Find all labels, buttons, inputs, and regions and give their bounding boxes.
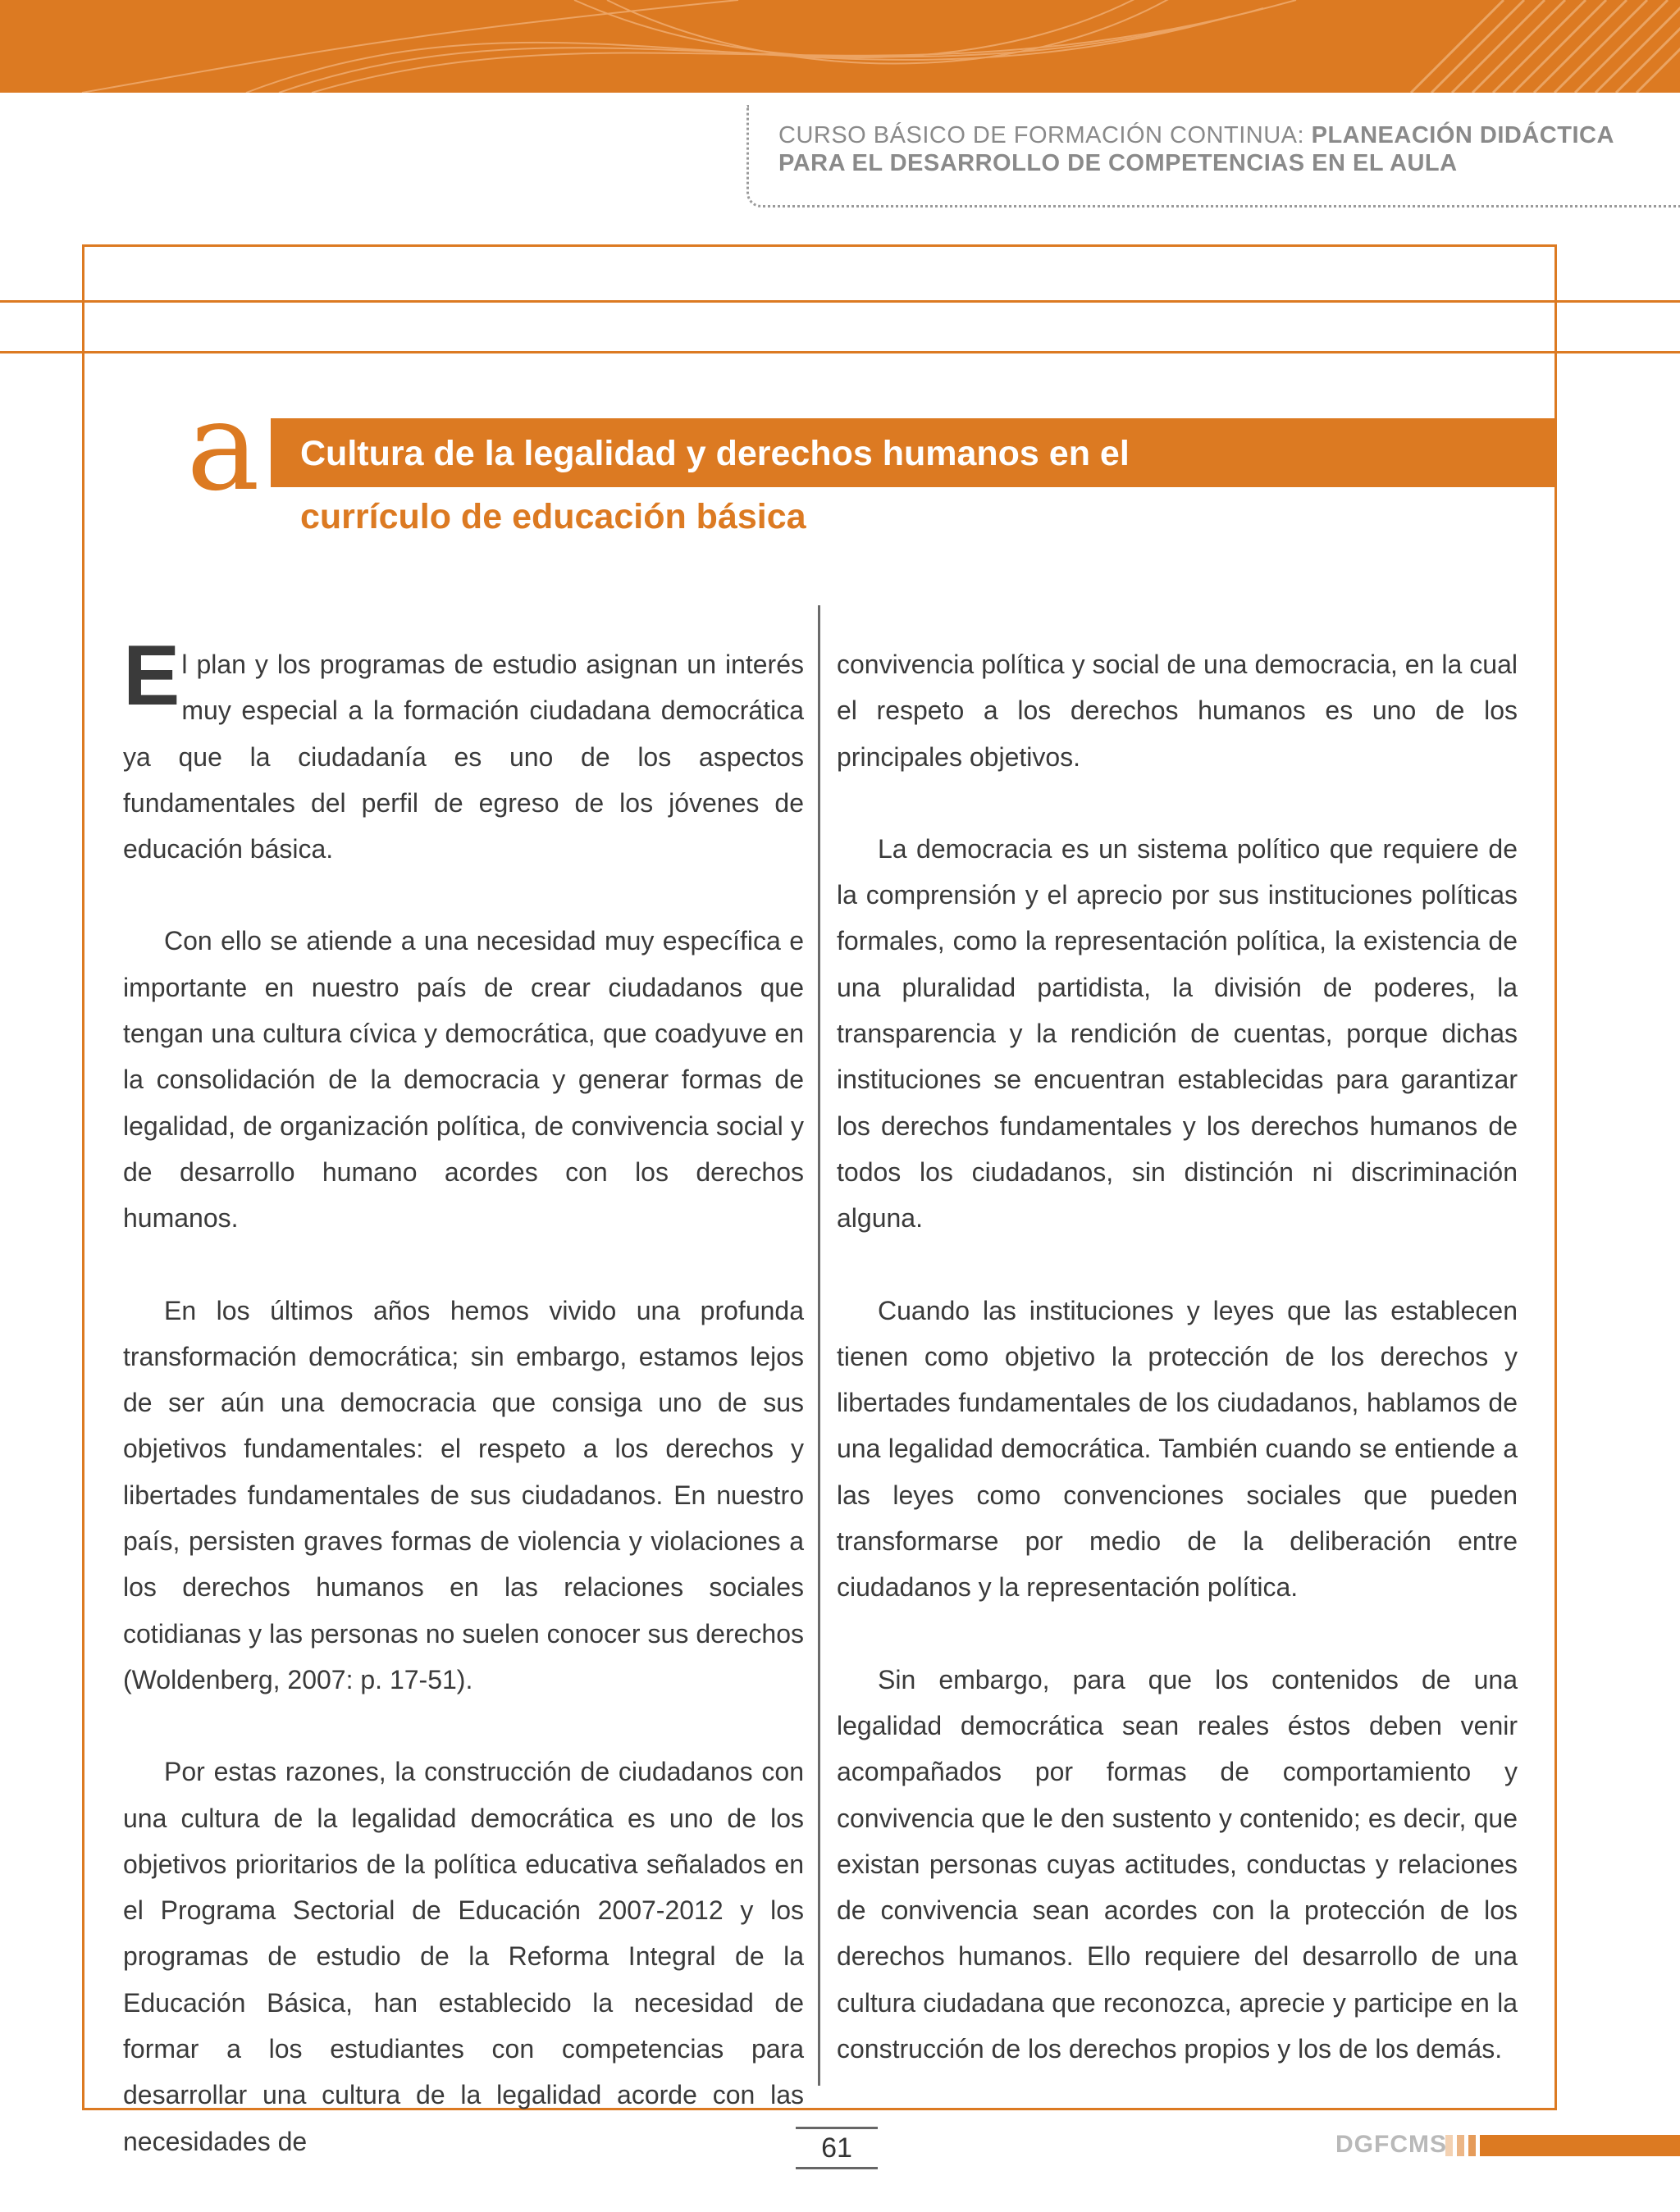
- paragraph: Con ello se atiende a una necesidad muy específica e importante en nuestro país de crear ciudadanos que tengan una cultura cívica y democrática, que coadyuve en la consolidación de la democracia y generar formas de legalidad, de organización política, de convivencia social y de desarrollo humano acordes con los derechos humanos.: [123, 926, 804, 1234]
- brand-strip-decoration: [1486, 2135, 1680, 2156]
- left-column: [123, 628, 804, 2164]
- paragraph: convivencia política y social de una democracia, en la cual el respeto a los derechos humanos es uno de los principales objetivos.: [837, 650, 1518, 772]
- course-title-part-2: PARA EL DESARROLLO DE COMPETENCIAS EN EL AULA: [778, 150, 1458, 176]
- paragraph: Sin embargo, para que los contenidos de una legalidad democrática sean reales éstos deben venir acompañados por formas de comportamiento y convivencia que le den sustento y contenido; es decir, que existan personas cuyas actitudes, conductas y relaciones de convivencia sean acordes con la protección de los derechos humanos. Ello requiere del desarrollo de una cultura ciudadana que reconozca, aprecie y participe en la construcción de los derechos propios y los de los demás.: [837, 1664, 1518, 2064]
- paragraph: La democracia es un sistema político que requiere de la comprensión y el aprecio por sus instituciones políticas formales, como la representación política, la existencia de una pluralidad partidista, la división de poderes, la transparencia y la rendición de cuentas, porque dichas instituciones se encuentran establecidas para garantizar los derechos fundamentales y los derechos humanos de todos los ciudadanos, sin distinción ni discriminación alguna.: [837, 833, 1518, 1234]
- paragraph: Por estas razones, la construcción de ciudadanos con una cultura de la legalidad democrática es uno de los objetivos prioritarios de la política educativa señalados en el Programa Sectorial de Educación 2007-2012 y los programas de estudio de la Reforma Integral de la Educación Básica, han establecido la necesidad de formar a los estudiantes con competencias para desarrollar una cultura de la legalidad acorde con las necesidades de: [123, 1757, 804, 2156]
- right-column: [837, 641, 1518, 2072]
- course-prefix: CURSO BÁSICO DE FORMACIÓN CONTINUA:: [778, 122, 1312, 148]
- paragraph: Cuando las instituciones y leyes que las establecen tienen como objetivo la protección de los derechos y libertades fundamentales de los ciudadanos, hablamos de una legalidad democrática. También cuando se entiende a las leyes como convenciones sociales que pueden transformarse por medio de la deliberación entre ciudadanos y la representación política.: [837, 1295, 1518, 1603]
- decorative-rule-2: [0, 351, 1680, 353]
- wave-pattern-decoration: [0, 0, 1680, 93]
- section-title-line-2: currículo de educación básica: [300, 497, 806, 536]
- paragraph: En los últimos años hemos vivido una profunda transformación democrática; sin embargo, estamos lejos de ser aún una democracia que consiga uno de sus objetivos fundamentales: el respeto a los derechos y libertades fundamentales de sus ciudadanos. En nuestro país, persisten graves formas de violencia y violaciones a los derechos humanos en las relaciones sociales cotidianas y las personas no suelen conocer sus derechos (Woldenberg, 2007: p. 17-51).: [123, 1295, 804, 1694]
- drop-cap: E: [123, 628, 180, 723]
- decorative-rule-1: [0, 300, 1680, 303]
- section-title-line-1: Cultura de la legalidad y derechos humanos en el: [300, 434, 1130, 473]
- column-divider: [818, 605, 820, 2086]
- running-header-line-2: [778, 149, 1458, 177]
- page-number: 61: [796, 2127, 878, 2169]
- paragraph-text: l plan y los programas de estudio asignan un interés muy especial a la formación ciudadana democrática ya que la ciudadanía es uno de los aspectos fundamentales del perfil de egreso de los jóvenes de educación básica.: [123, 650, 804, 864]
- course-title-part-1: PLANEACIÓN DIDÁCTICA: [1311, 122, 1614, 148]
- paragraph: [123, 628, 804, 872]
- top-decorative-band: [0, 0, 1680, 93]
- running-header: [746, 105, 1680, 208]
- section-letter: a: [186, 376, 260, 518]
- brand-label: DGFCMS: [1335, 2131, 1447, 2158]
- running-header-line-1: [778, 121, 1614, 149]
